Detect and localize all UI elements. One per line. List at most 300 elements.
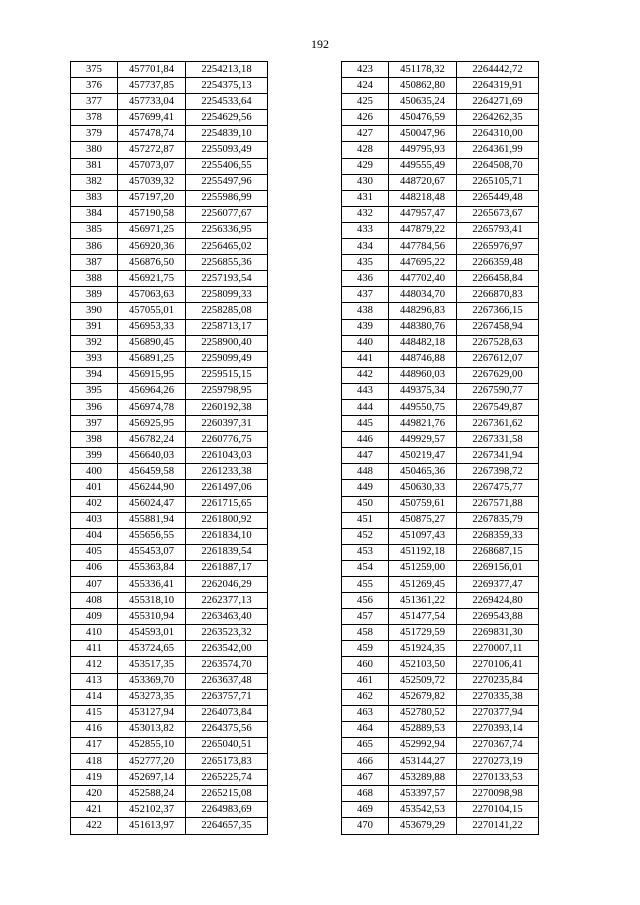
x-coordinate-cell: 456890,45: [118, 335, 186, 351]
x-coordinate-cell: 453144,27: [389, 754, 457, 770]
table-row: [342, 432, 539, 448]
x-coordinate-cell: 451361,22: [389, 593, 457, 609]
y-coordinate-cell: 2254629,56: [186, 110, 268, 126]
x-coordinate-cell: 457701,84: [118, 62, 186, 78]
y-coordinate-cell: 2264271,69: [457, 94, 539, 110]
x-coordinate-cell: 449929,57: [389, 432, 457, 448]
x-coordinate-cell: 453369,70: [118, 673, 186, 689]
y-coordinate-cell: 2255093,49: [186, 142, 268, 158]
point-number-cell: 439: [342, 319, 389, 335]
y-coordinate-cell: 2254213,18: [186, 62, 268, 78]
point-number-cell: 429: [342, 158, 389, 174]
y-coordinate-cell: 2261497,06: [186, 480, 268, 496]
point-number-cell: 450: [342, 496, 389, 512]
y-coordinate-cell: 2260192,38: [186, 399, 268, 415]
y-coordinate-cell: 2267341,94: [457, 448, 539, 464]
point-number-cell: 419: [71, 770, 118, 786]
y-coordinate-cell: 2269377,47: [457, 577, 539, 593]
point-number-cell: 400: [71, 464, 118, 480]
table-row: [71, 351, 268, 367]
x-coordinate-cell: 456925,95: [118, 416, 186, 432]
point-number-cell: 385: [71, 222, 118, 238]
y-coordinate-cell: 2254533,64: [186, 94, 268, 110]
point-number-cell: 375: [71, 62, 118, 78]
point-number-cell: 443: [342, 383, 389, 399]
table-row: [342, 721, 539, 737]
table-row: [71, 786, 268, 802]
point-number-cell: 436: [342, 271, 389, 287]
point-number-cell: 438: [342, 303, 389, 319]
table-row: [71, 190, 268, 206]
x-coordinate-cell: 455363,84: [118, 560, 186, 576]
y-coordinate-cell: 2256336,95: [186, 222, 268, 238]
y-coordinate-cell: 2267571,88: [457, 496, 539, 512]
y-coordinate-cell: 2270133,53: [457, 770, 539, 786]
x-coordinate-cell: 449795,93: [389, 142, 457, 158]
y-coordinate-cell: 2264361,99: [457, 142, 539, 158]
table-row: [71, 239, 268, 255]
table-row: [71, 737, 268, 753]
table-row: [342, 802, 539, 818]
y-coordinate-cell: 2270393,14: [457, 721, 539, 737]
table-row: [71, 770, 268, 786]
point-number-cell: 388: [71, 271, 118, 287]
point-number-cell: 411: [71, 641, 118, 657]
table-row: [71, 142, 268, 158]
x-coordinate-cell: 453289,88: [389, 770, 457, 786]
y-coordinate-cell: 2256077,67: [186, 206, 268, 222]
point-number-cell: 386: [71, 239, 118, 255]
x-coordinate-cell: 457733,04: [118, 94, 186, 110]
x-coordinate-cell: 452855,10: [118, 737, 186, 753]
point-number-cell: 458: [342, 625, 389, 641]
x-coordinate-cell: 456024,47: [118, 496, 186, 512]
x-coordinate-cell: 452103,50: [389, 657, 457, 673]
point-number-cell: 414: [71, 689, 118, 705]
x-coordinate-cell: 454593,01: [118, 625, 186, 641]
x-coordinate-cell: 450630,33: [389, 480, 457, 496]
y-coordinate-cell: 2261887,17: [186, 560, 268, 576]
point-number-cell: 435: [342, 255, 389, 271]
coordinates-table-right: [341, 61, 539, 835]
x-coordinate-cell: 456921,75: [118, 271, 186, 287]
y-coordinate-cell: 2265793,41: [457, 222, 539, 238]
y-coordinate-cell: 2258099,33: [186, 287, 268, 303]
table-row: [71, 593, 268, 609]
table-row: [342, 593, 539, 609]
table-row: [71, 271, 268, 287]
point-number-cell: 428: [342, 142, 389, 158]
table-row: [342, 641, 539, 657]
point-number-cell: 403: [71, 512, 118, 528]
y-coordinate-cell: 2260397,31: [186, 416, 268, 432]
y-coordinate-cell: 2265673,67: [457, 206, 539, 222]
y-coordinate-cell: 2265449,48: [457, 190, 539, 206]
x-coordinate-cell: 447879,22: [389, 222, 457, 238]
point-number-cell: 434: [342, 239, 389, 255]
x-coordinate-cell: 456974,78: [118, 399, 186, 415]
table-row: [71, 78, 268, 94]
y-coordinate-cell: 2263463,40: [186, 609, 268, 625]
x-coordinate-cell: 456891,25: [118, 351, 186, 367]
point-number-cell: 418: [71, 754, 118, 770]
table-row: [342, 351, 539, 367]
x-coordinate-cell: 451477,54: [389, 609, 457, 625]
point-number-cell: 470: [342, 818, 389, 834]
point-number-cell: 451: [342, 512, 389, 528]
point-number-cell: 425: [342, 94, 389, 110]
x-coordinate-cell: 453679,29: [389, 818, 457, 834]
y-coordinate-cell: 2254375,13: [186, 78, 268, 94]
table-row: [71, 158, 268, 174]
x-coordinate-cell: 453397,57: [389, 786, 457, 802]
table-row: [71, 319, 268, 335]
table-row: [342, 335, 539, 351]
point-number-cell: 433: [342, 222, 389, 238]
table-row: [71, 577, 268, 593]
point-number-cell: 431: [342, 190, 389, 206]
point-number-cell: 404: [71, 528, 118, 544]
y-coordinate-cell: 2270335,38: [457, 689, 539, 705]
y-coordinate-cell: 2255497,96: [186, 174, 268, 190]
y-coordinate-cell: 2264073,84: [186, 705, 268, 721]
table-row: [342, 94, 539, 110]
point-number-cell: 382: [71, 174, 118, 190]
table-row: [71, 206, 268, 222]
table-row: [71, 705, 268, 721]
table-row: [71, 464, 268, 480]
y-coordinate-cell: 2264983,69: [186, 802, 268, 818]
y-coordinate-cell: 2261043,03: [186, 448, 268, 464]
point-number-cell: 421: [71, 802, 118, 818]
x-coordinate-cell: 456782,24: [118, 432, 186, 448]
table-row: [342, 737, 539, 753]
y-coordinate-cell: 2267590,77: [457, 383, 539, 399]
table-row: [342, 577, 539, 593]
y-coordinate-cell: 2261839,54: [186, 544, 268, 560]
x-coordinate-cell: 450862,80: [389, 78, 457, 94]
point-number-cell: 456: [342, 593, 389, 609]
x-coordinate-cell: 447784,56: [389, 239, 457, 255]
table-row: [71, 609, 268, 625]
x-coordinate-cell: 456244,90: [118, 480, 186, 496]
point-number-cell: 462: [342, 689, 389, 705]
y-coordinate-cell: 2264508,70: [457, 158, 539, 174]
x-coordinate-cell: 450465,36: [389, 464, 457, 480]
table-row: [71, 512, 268, 528]
x-coordinate-cell: 452102,37: [118, 802, 186, 818]
x-coordinate-cell: 453273,35: [118, 689, 186, 705]
point-number-cell: 464: [342, 721, 389, 737]
y-coordinate-cell: 2269156,01: [457, 560, 539, 576]
table-row: [342, 174, 539, 190]
table-row: [71, 641, 268, 657]
table-row: [71, 62, 268, 78]
table-row: [342, 448, 539, 464]
point-number-cell: 399: [71, 448, 118, 464]
x-coordinate-cell: 451192,18: [389, 544, 457, 560]
x-coordinate-cell: 451729,59: [389, 625, 457, 641]
point-number-cell: 459: [342, 641, 389, 657]
x-coordinate-cell: 452780,52: [389, 705, 457, 721]
point-number-cell: 395: [71, 383, 118, 399]
y-coordinate-cell: 2265105,71: [457, 174, 539, 190]
point-number-cell: 468: [342, 786, 389, 802]
y-coordinate-cell: 2258285,08: [186, 303, 268, 319]
table-row: [342, 657, 539, 673]
x-coordinate-cell: 457197,20: [118, 190, 186, 206]
point-number-cell: 376: [71, 78, 118, 94]
point-number-cell: 415: [71, 705, 118, 721]
table-row: [71, 255, 268, 271]
x-coordinate-cell: 456876,50: [118, 255, 186, 271]
x-coordinate-cell: 450219,47: [389, 448, 457, 464]
point-number-cell: 396: [71, 399, 118, 415]
point-number-cell: 466: [342, 754, 389, 770]
point-number-cell: 454: [342, 560, 389, 576]
page-number: 192: [311, 37, 329, 51]
y-coordinate-cell: 2268359,33: [457, 528, 539, 544]
y-coordinate-cell: 2261715,65: [186, 496, 268, 512]
point-number-cell: 391: [71, 319, 118, 335]
table-row: [342, 367, 539, 383]
point-number-cell: 455: [342, 577, 389, 593]
y-coordinate-cell: 2255986,99: [186, 190, 268, 206]
y-coordinate-cell: 2263637,48: [186, 673, 268, 689]
table-row: [342, 190, 539, 206]
x-coordinate-cell: 448720,67: [389, 174, 457, 190]
y-coordinate-cell: 2267366,15: [457, 303, 539, 319]
y-coordinate-cell: 2264442,72: [457, 62, 539, 78]
y-coordinate-cell: 2266458,84: [457, 271, 539, 287]
point-number-cell: 422: [71, 818, 118, 834]
table-row: [71, 287, 268, 303]
point-number-cell: 445: [342, 416, 389, 432]
x-coordinate-cell: 450047,96: [389, 126, 457, 142]
x-coordinate-cell: 452992,94: [389, 737, 457, 753]
table-row: [342, 287, 539, 303]
x-coordinate-cell: 456459,58: [118, 464, 186, 480]
y-coordinate-cell: 2265215,08: [186, 786, 268, 802]
y-coordinate-cell: 2270007,11: [457, 641, 539, 657]
table-row: [342, 464, 539, 480]
x-coordinate-cell: 457699,41: [118, 110, 186, 126]
point-number-cell: 423: [342, 62, 389, 78]
x-coordinate-cell: 456964,26: [118, 383, 186, 399]
coordinates-table-left: [70, 61, 268, 835]
table-row: [342, 303, 539, 319]
table-row: [71, 528, 268, 544]
point-number-cell: 408: [71, 593, 118, 609]
x-coordinate-cell: 448960,03: [389, 367, 457, 383]
x-coordinate-cell: 457478,74: [118, 126, 186, 142]
y-coordinate-cell: 2257193,54: [186, 271, 268, 287]
y-coordinate-cell: 2264657,35: [186, 818, 268, 834]
y-coordinate-cell: 2267612,07: [457, 351, 539, 367]
x-coordinate-cell: 457073,07: [118, 158, 186, 174]
table-row: [71, 383, 268, 399]
y-coordinate-cell: 2255406,55: [186, 158, 268, 174]
table-row: [342, 239, 539, 255]
point-number-cell: 413: [71, 673, 118, 689]
x-coordinate-cell: 452509,72: [389, 673, 457, 689]
point-number-cell: 405: [71, 544, 118, 560]
point-number-cell: 383: [71, 190, 118, 206]
table-row: [342, 78, 539, 94]
x-coordinate-cell: 449375,34: [389, 383, 457, 399]
point-number-cell: 441: [342, 351, 389, 367]
point-number-cell: 465: [342, 737, 389, 753]
table-row: [71, 754, 268, 770]
point-number-cell: 442: [342, 367, 389, 383]
y-coordinate-cell: 2256855,36: [186, 255, 268, 271]
table-row: [342, 126, 539, 142]
x-coordinate-cell: 455656,55: [118, 528, 186, 544]
y-coordinate-cell: 2261233,38: [186, 464, 268, 480]
x-coordinate-cell: 457737,85: [118, 78, 186, 94]
x-coordinate-cell: 449821,76: [389, 416, 457, 432]
table-row: [342, 142, 539, 158]
point-number-cell: 452: [342, 528, 389, 544]
y-coordinate-cell: 2265225,74: [186, 770, 268, 786]
table-row: [342, 818, 539, 834]
point-number-cell: 448: [342, 464, 389, 480]
table-row: [342, 786, 539, 802]
y-coordinate-cell: 2264310,00: [457, 126, 539, 142]
table-row: [71, 560, 268, 576]
x-coordinate-cell: 448746,88: [389, 351, 457, 367]
y-coordinate-cell: 2270104,15: [457, 802, 539, 818]
table-row: [342, 770, 539, 786]
x-coordinate-cell: 452679,82: [389, 689, 457, 705]
x-coordinate-cell: 457055,01: [118, 303, 186, 319]
x-coordinate-cell: 451924,35: [389, 641, 457, 657]
point-number-cell: 412: [71, 657, 118, 673]
y-coordinate-cell: 2259515,15: [186, 367, 268, 383]
point-number-cell: 430: [342, 174, 389, 190]
y-coordinate-cell: 2258713,17: [186, 319, 268, 335]
x-coordinate-cell: 452697,14: [118, 770, 186, 786]
y-coordinate-cell: 2267398,72: [457, 464, 539, 480]
table-row: [342, 399, 539, 415]
point-number-cell: 377: [71, 94, 118, 110]
point-number-cell: 440: [342, 335, 389, 351]
table-row: [71, 480, 268, 496]
x-coordinate-cell: 448218,48: [389, 190, 457, 206]
x-coordinate-cell: 449550,75: [389, 399, 457, 415]
y-coordinate-cell: 2270098,98: [457, 786, 539, 802]
table-row: [342, 271, 539, 287]
table-row: [342, 754, 539, 770]
point-number-cell: 392: [71, 335, 118, 351]
y-coordinate-cell: 2270367,74: [457, 737, 539, 753]
x-coordinate-cell: 456971,25: [118, 222, 186, 238]
point-number-cell: 463: [342, 705, 389, 721]
y-coordinate-cell: 2267458,94: [457, 319, 539, 335]
table-row: [342, 528, 539, 544]
y-coordinate-cell: 2264262,35: [457, 110, 539, 126]
point-number-cell: 381: [71, 158, 118, 174]
point-number-cell: 410: [71, 625, 118, 641]
table-row: [342, 496, 539, 512]
x-coordinate-cell: 451269,45: [389, 577, 457, 593]
y-coordinate-cell: 2270106,41: [457, 657, 539, 673]
point-number-cell: 449: [342, 480, 389, 496]
x-coordinate-cell: 457063,63: [118, 287, 186, 303]
point-number-cell: 378: [71, 110, 118, 126]
x-coordinate-cell: 453724,65: [118, 641, 186, 657]
table-row: [342, 206, 539, 222]
y-coordinate-cell: 2267528,63: [457, 335, 539, 351]
table-row: [71, 625, 268, 641]
point-number-cell: 460: [342, 657, 389, 673]
table-row: [342, 319, 539, 335]
y-coordinate-cell: 2269424,80: [457, 593, 539, 609]
x-coordinate-cell: 451613,97: [118, 818, 186, 834]
point-number-cell: 390: [71, 303, 118, 319]
table-row: [71, 689, 268, 705]
x-coordinate-cell: 448296,83: [389, 303, 457, 319]
y-coordinate-cell: 2267475,77: [457, 480, 539, 496]
y-coordinate-cell: 2270377,94: [457, 705, 539, 721]
table-row: [71, 657, 268, 673]
point-number-cell: 461: [342, 673, 389, 689]
table-row: [71, 802, 268, 818]
y-coordinate-cell: 2262046,29: [186, 577, 268, 593]
point-number-cell: 406: [71, 560, 118, 576]
y-coordinate-cell: 2261834,10: [186, 528, 268, 544]
table-row: [71, 126, 268, 142]
point-number-cell: 446: [342, 432, 389, 448]
x-coordinate-cell: 457190,58: [118, 206, 186, 222]
x-coordinate-cell: 448034,70: [389, 287, 457, 303]
x-coordinate-cell: 450635,24: [389, 94, 457, 110]
x-coordinate-cell: 453013,82: [118, 721, 186, 737]
table-row: [342, 416, 539, 432]
y-coordinate-cell: 2266870,83: [457, 287, 539, 303]
point-number-cell: 402: [71, 496, 118, 512]
table-row: [342, 255, 539, 271]
point-number-cell: 384: [71, 206, 118, 222]
x-coordinate-cell: 451097,43: [389, 528, 457, 544]
table-row: [342, 689, 539, 705]
y-coordinate-cell: 2263542,00: [186, 641, 268, 657]
table-row: [71, 416, 268, 432]
x-coordinate-cell: 453542,53: [389, 802, 457, 818]
x-coordinate-cell: 447702,40: [389, 271, 457, 287]
point-number-cell: 427: [342, 126, 389, 142]
table-row: [342, 673, 539, 689]
table-row: [342, 544, 539, 560]
x-coordinate-cell: 455310,94: [118, 609, 186, 625]
x-coordinate-cell: 451178,32: [389, 62, 457, 78]
y-coordinate-cell: 2259798,95: [186, 383, 268, 399]
y-coordinate-cell: 2256465,02: [186, 239, 268, 255]
table-row: [342, 158, 539, 174]
x-coordinate-cell: 449555,49: [389, 158, 457, 174]
x-coordinate-cell: 456953,33: [118, 319, 186, 335]
x-coordinate-cell: 450875,27: [389, 512, 457, 528]
point-number-cell: 380: [71, 142, 118, 158]
table-row: [71, 721, 268, 737]
y-coordinate-cell: 2267835,79: [457, 512, 539, 528]
x-coordinate-cell: 447957,47: [389, 206, 457, 222]
y-coordinate-cell: 2270273,19: [457, 754, 539, 770]
y-coordinate-cell: 2260776,75: [186, 432, 268, 448]
y-coordinate-cell: 2261800,92: [186, 512, 268, 528]
point-number-cell: 407: [71, 577, 118, 593]
y-coordinate-cell: 2267361,62: [457, 416, 539, 432]
